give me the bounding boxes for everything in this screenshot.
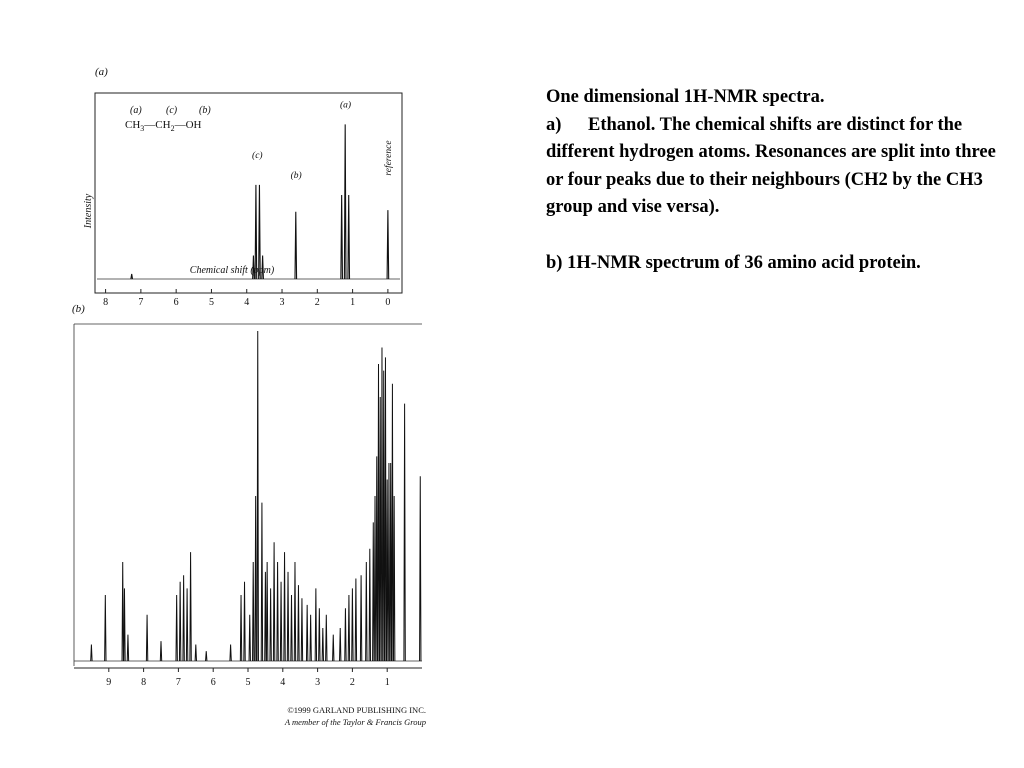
spectrum-peak (240, 595, 241, 661)
spectrum-peak (298, 585, 299, 661)
spectrum-peak (294, 562, 295, 661)
spectrum-peak (306, 605, 307, 661)
copyright-line-2: A member of the Taylor & Francis Group (284, 717, 426, 727)
x-tick-label: 8 (103, 297, 109, 308)
x-tick-label: 5 (245, 677, 251, 688)
caption-item-a-marker: a) (546, 114, 562, 135)
spectrum-peak (230, 645, 231, 662)
spectrum-peak (131, 274, 133, 279)
x-tick-label: 3 (315, 677, 321, 688)
structure-label-b: (b) (199, 105, 211, 116)
spectrum-peak (195, 645, 196, 662)
spectrum-peak (333, 635, 334, 661)
x-tick-label: 1 (384, 677, 390, 688)
spectrum-peak (310, 615, 311, 661)
peak-annotation: (a) (340, 100, 352, 111)
spectrum-peak (295, 212, 297, 279)
spectrum-peak (280, 582, 281, 661)
peak-annotation: (b) (290, 171, 302, 182)
spectrum-peak (380, 397, 381, 661)
spectrum-peak (385, 357, 386, 661)
formula-sub-3: 3 (140, 124, 145, 133)
spectrum-peak (420, 476, 421, 661)
spectrum-peak (340, 628, 341, 661)
spectrum-peak (255, 496, 256, 661)
spectrum-peak (322, 628, 323, 661)
x-tick-label: 8 (141, 677, 147, 688)
x-tick-label: 5 (208, 297, 214, 308)
spectrum-peak (124, 588, 125, 661)
formula-ch3: CH (125, 119, 141, 131)
spectrum-peak (369, 549, 370, 661)
spectrum-peak (348, 195, 350, 279)
structure-label-a: (a) (130, 105, 142, 116)
spectrum-peak (352, 588, 353, 661)
panel-a-frame (95, 93, 402, 293)
x-tick-label: 0 (385, 297, 391, 308)
caption-item-a (546, 112, 1014, 222)
spectrum-peak (383, 371, 384, 661)
caption-item-b: b) 1H-NMR spectrum of 36 amino acid protein. (546, 252, 921, 273)
x-tick-label: 4 (244, 297, 250, 308)
spectrum-peak (374, 496, 375, 661)
spectrum-peak (345, 608, 346, 661)
spectrum-peak (287, 572, 288, 661)
spectrum-peak (319, 608, 320, 661)
spectrum-peak (366, 562, 367, 661)
spectrum-peak (341, 195, 343, 279)
spectrum-peak (186, 588, 187, 661)
spectrum-peak (376, 456, 377, 661)
spectrum-peak (393, 496, 394, 661)
spectrum-peak (206, 651, 207, 661)
spectrum-peak (387, 480, 388, 662)
spectrum-peak (373, 522, 374, 661)
spectrum-peak (291, 595, 292, 661)
peak-annotation: (c) (252, 151, 263, 162)
x-tick-label: 7 (138, 297, 144, 308)
spectrum-peak (326, 615, 327, 661)
x-tick-label: 2 (314, 297, 320, 308)
x-tick-label: 9 (106, 677, 112, 688)
spectrum-peak (390, 463, 391, 661)
spectrum-peak (277, 562, 278, 661)
spectrum-peak (387, 210, 389, 279)
panel-a-label: (a) (95, 66, 108, 78)
spectrum-peak (284, 552, 285, 661)
spectrum-peak (348, 595, 349, 661)
x-axis-label: Chemical shift (ppm) (189, 265, 275, 276)
x-tick-label: 7 (175, 677, 181, 688)
ethanol-spectrum-chart (70, 56, 420, 308)
structure-label-c: (c) (166, 105, 178, 116)
spectrum-peak (378, 364, 379, 661)
annotation-reference: reference (383, 140, 394, 176)
spectrum-peak (91, 645, 92, 662)
spectrum-peak (253, 562, 254, 661)
spectrum-peak (146, 615, 147, 661)
spectrum-peak (355, 579, 356, 662)
x-tick-label: 3 (279, 297, 285, 308)
spectrum-peak (404, 404, 405, 661)
spectrum-peak (179, 582, 180, 661)
ethanol-formula (125, 119, 202, 133)
spectrum-peak (344, 124, 346, 279)
x-tick-label: 6 (210, 677, 216, 688)
spectrum-peak (360, 575, 361, 661)
formula-oh: —OH (174, 119, 202, 131)
spectrum-peak (315, 588, 316, 661)
y-axis-label: Intensity (83, 193, 94, 229)
spectrum-peak (105, 595, 106, 661)
caption-item-a-text: Ethanol. The chemical shifts are distinct for the different hydrogen atoms. Resonances are split into three or four peaks due to their neighbours (CH2 by the CH3 group and vise versa). (546, 114, 996, 218)
spectrum-peak (122, 562, 123, 661)
spectrum-peak (160, 641, 161, 661)
spectrum-peak (388, 463, 389, 661)
caption-spacer (546, 222, 1014, 250)
spectrum-peak (190, 552, 191, 661)
spectrum-peak (261, 503, 262, 661)
formula-sub-2: 2 (170, 124, 175, 133)
panel-b-label: (b) (72, 303, 85, 315)
slide-caption (546, 84, 1014, 277)
spectrum-peak (176, 595, 177, 661)
spectrum-peak (381, 348, 382, 662)
spectrum-peak (270, 588, 271, 661)
caption-title: One dimensional 1H-NMR spectra. (546, 87, 825, 107)
spectrum-peak (301, 598, 302, 661)
spectrum-peak (183, 575, 184, 661)
spectrum-peak (257, 331, 258, 661)
x-tick-label: 6 (173, 297, 179, 308)
x-tick-label: 1 (350, 297, 356, 308)
spectrum-peak (249, 615, 250, 661)
spectrum-peak (127, 635, 128, 661)
spectrum-peak (273, 542, 274, 661)
x-tick-label: 4 (280, 677, 286, 688)
copyright-line-1: ©1999 GARLAND PUBLISHING INC. (287, 705, 426, 715)
x-tick-label: 2 (349, 677, 355, 688)
spectrum-peak (266, 562, 267, 661)
formula-ch2: —CH (144, 119, 171, 131)
spectrum-peak (392, 384, 393, 661)
spectrum-peak (265, 572, 266, 661)
spectrum-peak (244, 582, 245, 661)
protein-spectrum-chart (62, 296, 432, 736)
